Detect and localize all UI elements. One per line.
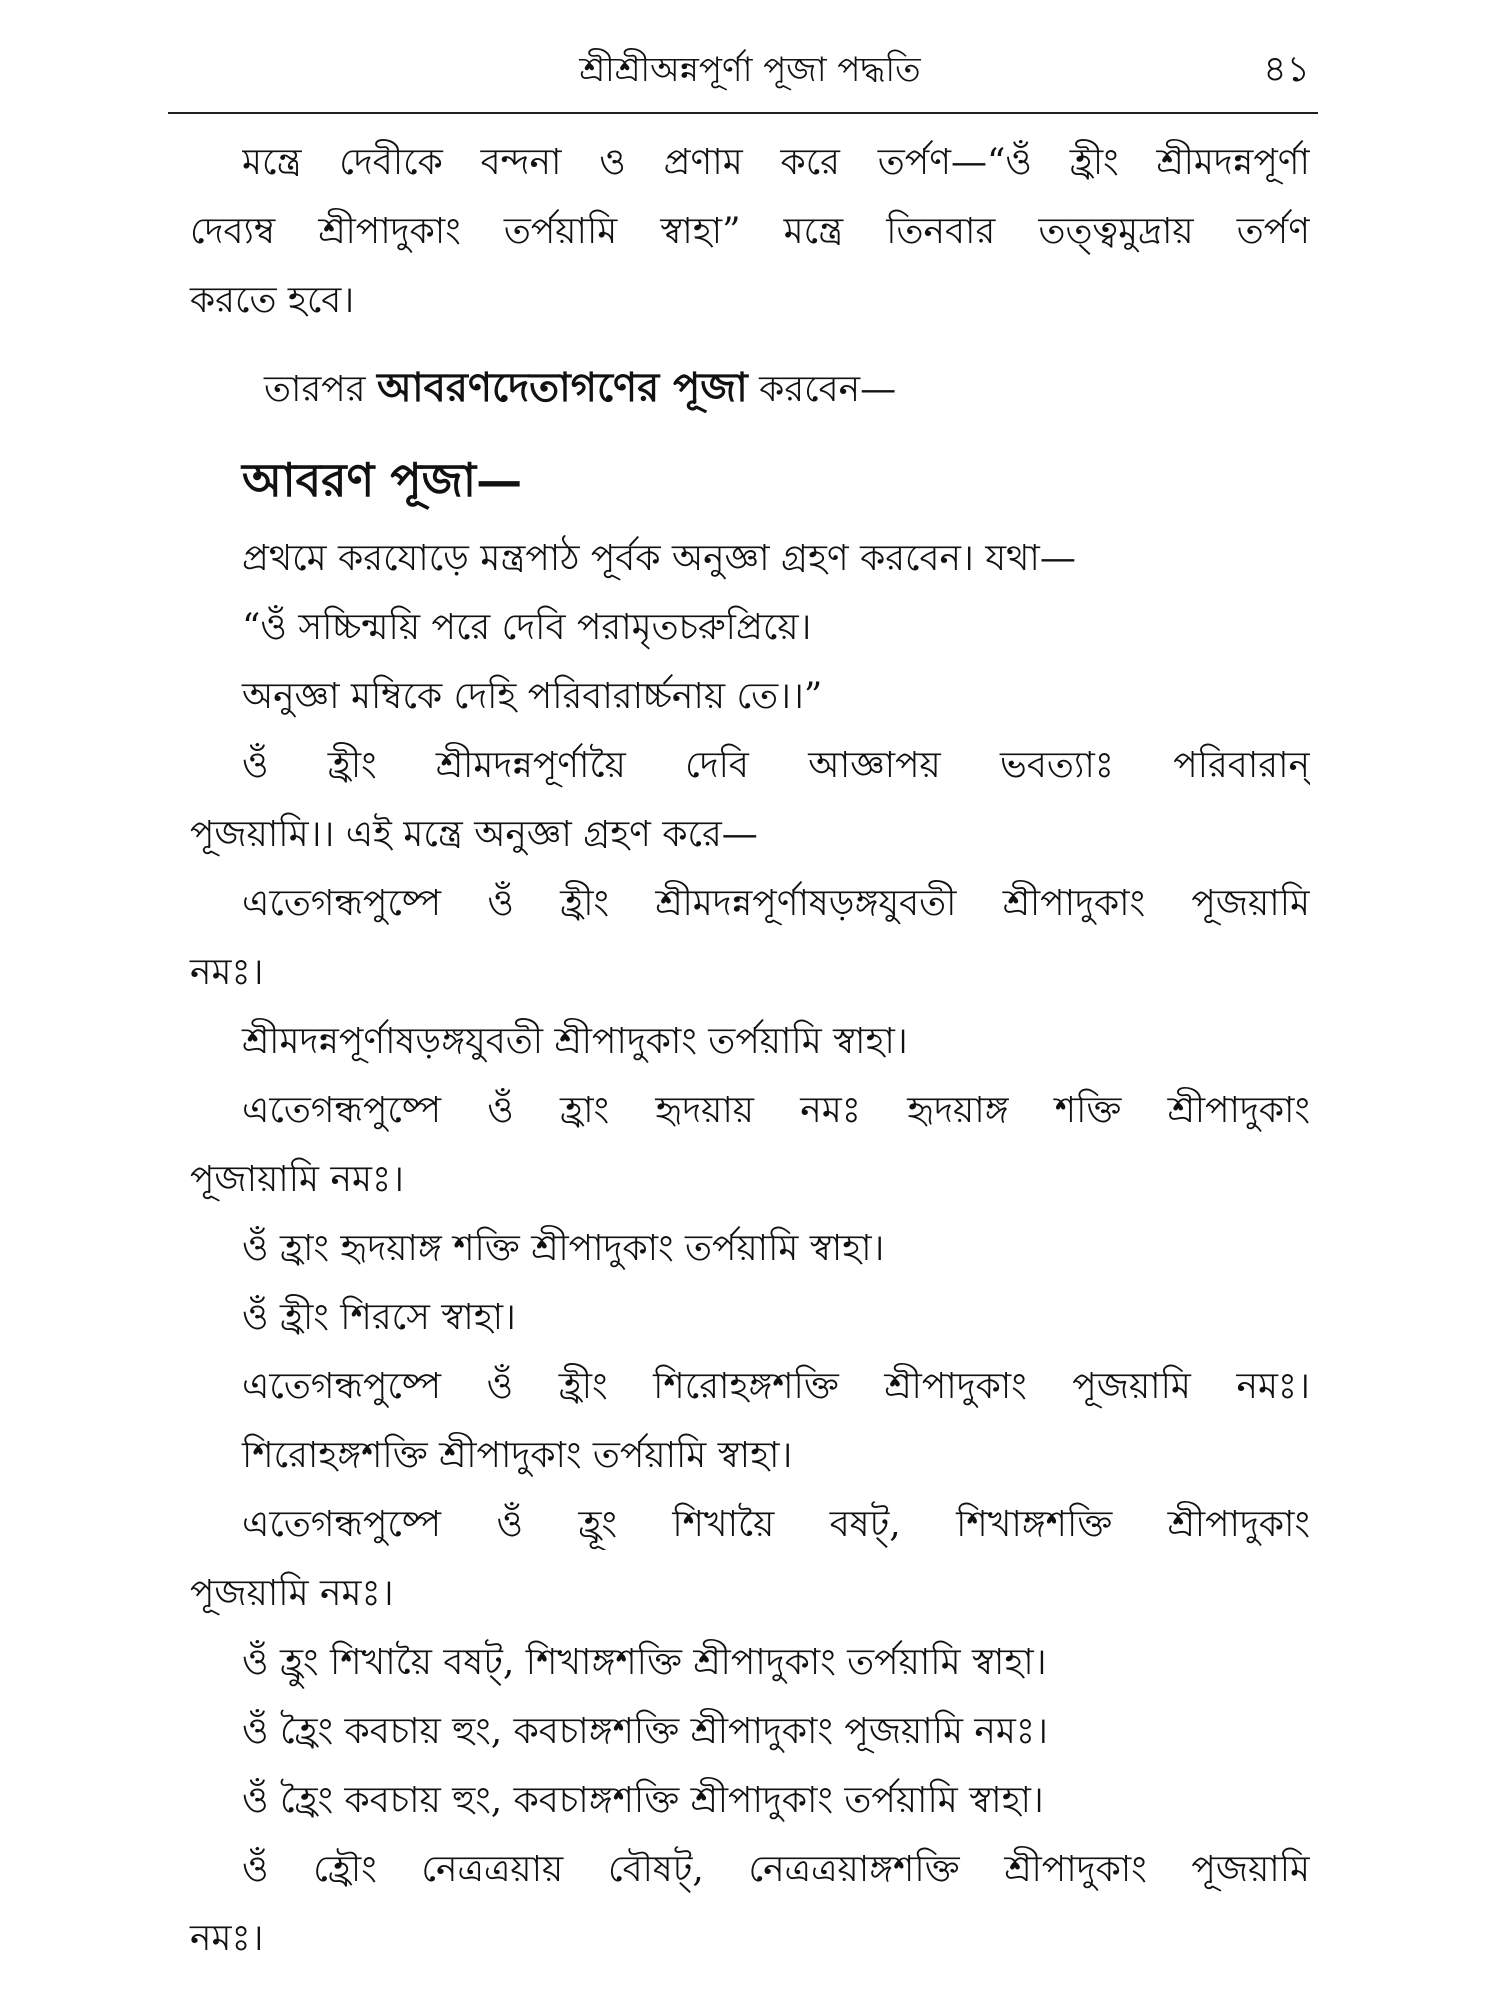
text-line: করতে হবে। — [190, 280, 355, 321]
text-line: পূজয়ামি নমঃ। — [190, 1573, 394, 1614]
text-line: ওঁ হ্রীং শিরসে স্বাহা। — [242, 1297, 516, 1338]
text-line: ওঁ হ্রুং শিখায়ৈ বষট্, শিখাঙ্গশক্তি শ্রীপাদুকাং তর্পয়ামি স্বাহা। — [242, 1642, 1047, 1683]
text-line: নমঃ। — [190, 952, 264, 993]
text-line: এতেগন্ধপুষ্পে ওঁ হ্রীং শ্রীমদন্নপূর্ণাষড়ঙ্গযুবতী শ্রীপাদুকাং পূজয়ামি — [242, 883, 1310, 924]
text-line: দেব্যম্ব শ্রীপাদুকাং তর্পয়ামি স্বাহা” মন্ত্রে তিনবার তত্ত্বমুদ্রায় তর্পণ — [190, 211, 1310, 252]
text-line: ওঁ হ্রৈং কবচায় হুং, কবচাঙ্গশক্তি শ্রীপাদুকাং তর্পয়ামি স্বাহা। — [242, 1780, 1044, 1821]
running-title: শ্রীশ্রীঅন্নপূর্ণা পূজা পদ্ধতি — [579, 50, 921, 90]
text-line: অনুজ্ঞা মম্বিকে দেহি পরিবারার্চ্চনায় তে।।” — [242, 676, 823, 717]
intro-text: করবেন— — [747, 369, 897, 410]
text-line: এতেগন্ধপুষ্পে ওঁ হ্রীং শিরোহঙ্গশক্তি শ্রীপাদুকাং পূজয়ামি নমঃ। — [242, 1366, 1310, 1407]
text-line: পূজয়ামি।। এই মন্ত্রে অনুজ্ঞা গ্রহণ করে— — [190, 814, 758, 855]
header-rule — [168, 112, 1318, 114]
intro-emphasis: আবরণদেতাগণের পূজা — [376, 364, 748, 411]
text-line: মন্ত্রে দেবীকে বন্দনা ও প্রণাম করে তর্পণ—“ওঁ হ্রীং শ্রীমদন্নপূর্ণা — [242, 142, 1310, 183]
intro-line — [264, 363, 896, 415]
text-line: প্রথমে করযোড়ে মন্ত্রপাঠ পূর্বক অনুজ্ঞা গ্রহণ করবেন। যথা— — [242, 538, 1076, 579]
text-line: শিরোহঙ্গশক্তি শ্রীপাদুকাং তর্পয়ামি স্বাহা। — [242, 1435, 793, 1476]
text-line: ওঁ হ্রৈং কবচায় হুং, কবচাঙ্গশক্তি শ্রীপাদুকাং পূজয়ামি নমঃ। — [242, 1711, 1048, 1752]
text-line: “ওঁ সচ্চিন্ময়ি পরে দেবি পরামৃতচরুপ্রিয়ে। — [242, 607, 812, 648]
page-number: ৪১ — [1263, 49, 1310, 90]
text-line: এতেগন্ধপুষ্পে ওঁ হ্রাং হৃদয়ায় নমঃ হৃদয়াঙ্গ শক্তি শ্রীপাদুকাং — [242, 1090, 1310, 1131]
page-header — [190, 40, 1310, 100]
section-heading: আবরণ পূজা— — [242, 453, 523, 507]
text-line: ওঁ হ্রাং হৃদয়াঙ্গ শক্তি শ্রীপাদুকাং তর্পয়ামি স্বাহা। — [242, 1228, 885, 1269]
text-line: পূজায়ামি নমঃ। — [190, 1159, 405, 1200]
text-line: শ্রীমদন্নপূর্ণাষড়ঙ্গযুবতী শ্রীপাদুকাং তর্পয়ামি স্বাহা। — [242, 1021, 908, 1062]
text-line: ওঁ হ্রৌং নেত্রত্রয়ায় বৌষট্, নেত্রত্রয়াঙ্গশক্তি শ্রীপাদুকাং পূজয়ামি — [242, 1849, 1310, 1890]
text-line: ওঁ হ্রীং শ্রীমদন্নপূর্ণায়ৈ দেবি আজ্ঞাপয় ভবত্যাঃ পরিবারান্ — [242, 745, 1310, 786]
text-line: নমঃ। — [190, 1918, 264, 1959]
text-line: এতেগন্ধপুষ্পে ওঁ হ্রূং শিখায়ৈ বষট্, শিখাঙ্গশক্তি শ্রীপাদুকাং — [242, 1504, 1310, 1545]
intro-text: তারপর — [264, 369, 377, 410]
